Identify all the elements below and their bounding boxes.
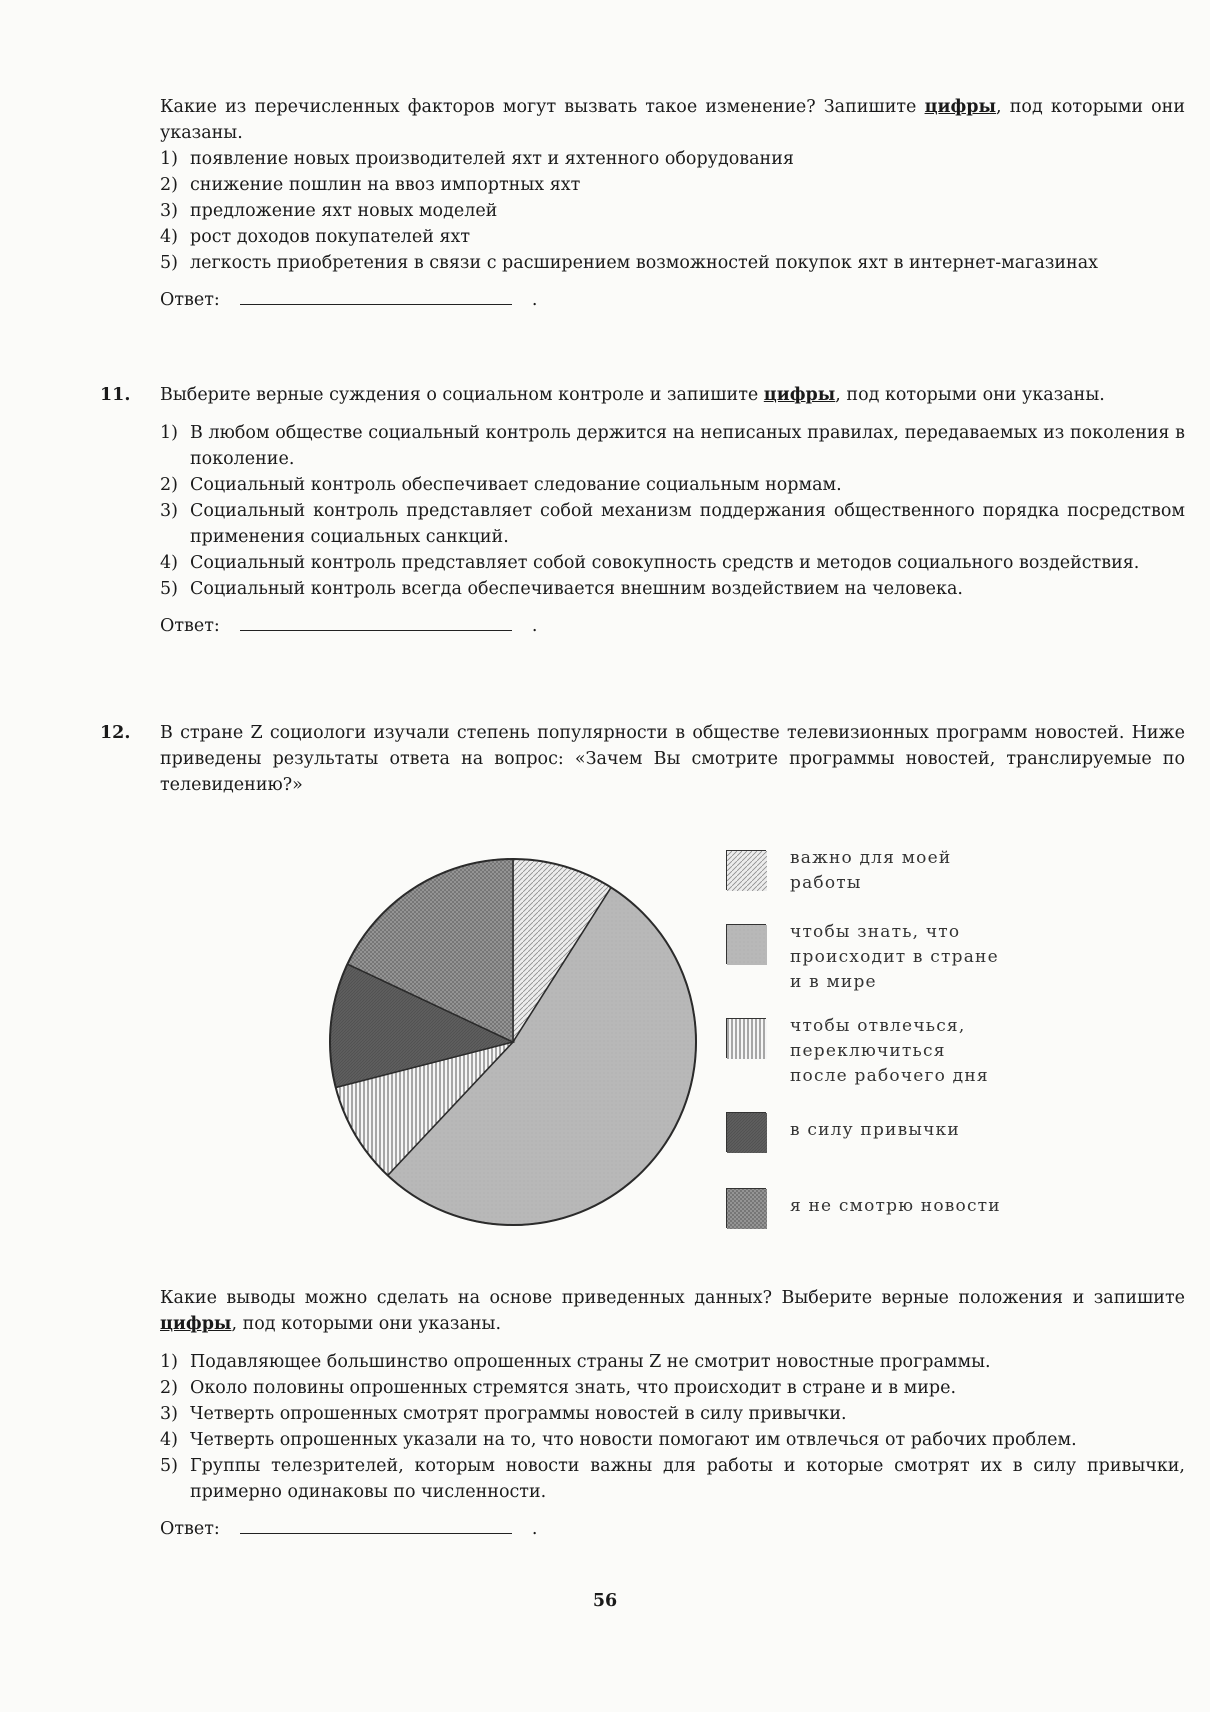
answer-label: Ответ: [160, 290, 220, 310]
question-number: 12. [100, 723, 131, 743]
legend-swatch [726, 1112, 766, 1152]
legend-label: в силу привычки [790, 1120, 960, 1140]
legend-swatch [726, 924, 766, 964]
answer-field[interactable] [240, 1515, 512, 1534]
question-12 [100, 720, 1185, 798]
option-item: 3) Социальный контроль представляет собой механизм поддержания общественного порядка посредством применения социальных санкций. [160, 501, 1185, 547]
legend-label: чтобы отвлечься, переключиться после рабочего дня [790, 1016, 989, 1086]
keyword-digits: цифры [924, 97, 997, 117]
option-item: 5) легкость приобретения в связи с расширением возможностей покупок яхт в интернет-магазинах [160, 253, 1099, 273]
question-number: 11. [100, 385, 131, 405]
keyword-digits: цифры [763, 385, 836, 405]
option-item: 3) Четверть опрошенных смотрят программы новостей в силу привычки. [160, 1404, 847, 1424]
option-item: 3) предложение яхт новых моделей [160, 201, 498, 221]
question-11-options [160, 420, 1185, 602]
legend-label: важно для моей работы [790, 848, 952, 893]
option-item: 5) Группы телезрителей, которым новости важны для работы и которые смотрят их в силу привычки, примерно одинаковы по численности. [160, 1456, 1185, 1502]
question-11 [100, 382, 1185, 639]
answer-row: Ответ: . [160, 286, 1185, 313]
question-12-followup [160, 1285, 1185, 1542]
option-item: 2) Социальный контроль обеспечивает следование социальным нормам. [160, 475, 842, 495]
keyword-digits: цифры [160, 1314, 232, 1334]
question-12-followup-text: Какие выводы можно сделать на основе приведенных данных? Выберите верные положения и запишите цифры, под которыми они указаны. [160, 1288, 1185, 1334]
option-item: 5) Социальный контроль всегда обеспечивается внешним воздействием на человека. [160, 579, 963, 599]
page-number: 56 [592, 1591, 618, 1611]
question-10-options [160, 146, 1185, 276]
pie-chart [323, 852, 703, 1232]
option-item: 4) Социальный контроль представляет собой совокупность средств и методов социального воздействия. [160, 553, 1140, 573]
question-12-intro: В стране Z социологи изучали степень популярности в обществе телевизионных программ новостей. Ниже приведены результаты ответа на вопрос: «Зачем Вы смотрите программы новостей, транслируемые по телевидению?» [160, 723, 1185, 795]
answer-field[interactable] [240, 286, 512, 305]
legend-swatch [726, 850, 766, 890]
answer-label: Ответ: [160, 616, 220, 636]
answer-row: Ответ: . [160, 1515, 1185, 1542]
answer-row: Ответ: . [160, 612, 1185, 639]
legend-label: чтобы знать, что происходит в стране и в мире [790, 922, 999, 992]
option-item: 2) снижение пошлин на ввоз импортных яхт [160, 175, 581, 195]
answer-field[interactable] [240, 612, 512, 631]
legend-swatch [726, 1188, 766, 1228]
option-item: 1) Подавляющее большинство опрошенных страны Z не смотрит новостные программы. [160, 1352, 991, 1372]
legend-swatch [726, 1018, 766, 1058]
question-10-intro: Какие из перечисленных факторов могут вызвать такое изменение? Запишите цифры, под которыми они указаны. [160, 97, 1185, 143]
option-item: 1) В любом обществе социальный контроль держится на неписаных правилах, передаваемых из поколения в поколение. [160, 423, 1185, 469]
option-item: 4) рост доходов покупателей яхт [160, 227, 471, 247]
answer-label: Ответ: [160, 1519, 220, 1539]
question-12-options [160, 1349, 1185, 1505]
option-item: 2) Около половины опрошенных стремятся знать, что происходит в стране и в мире. [160, 1378, 957, 1398]
question-10 [160, 94, 1185, 313]
option-item: 4) Четверть опрошенных указали на то, что новости помогают им отвлечься от рабочих проблем. [160, 1430, 1077, 1450]
question-11-intro: Выберите верные суждения о социальном контроле и запишите цифры, под которыми они указаны. [160, 385, 1105, 405]
option-item: 1) появление новых производителей яхт и яхтенного оборудования [160, 149, 794, 169]
legend-label: я не смотрю новости [790, 1196, 1001, 1216]
